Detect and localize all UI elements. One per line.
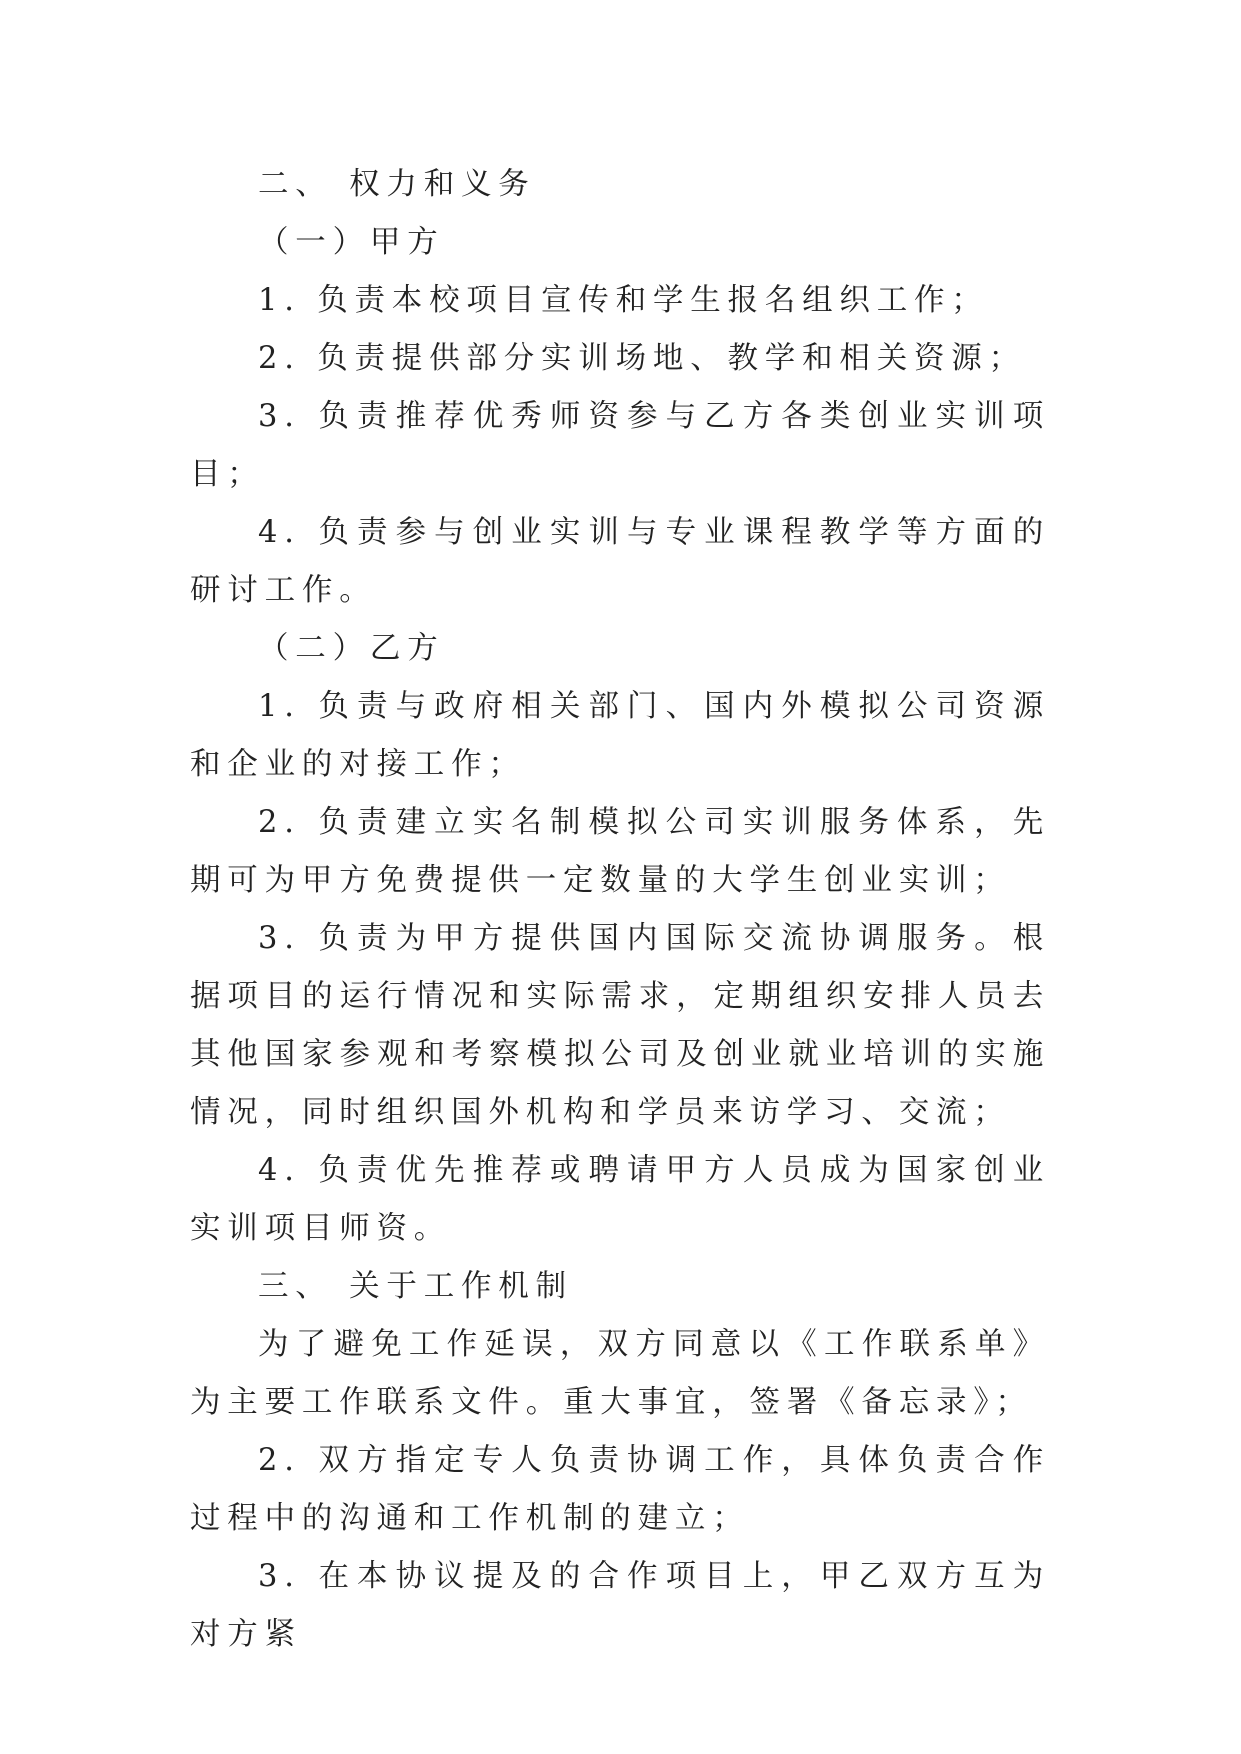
party-b-clause-3: 3. 负责为甲方提供国内国际交流协调服务。根据项目的运行情况和实际需求，定期组织安排人员去其他国家参观和考察模拟公司及创业就业培训的实施情况，同时组织国外机构和学员来访学习、交流； bbox=[190, 921, 1050, 1130]
party-a-clause-2: 2. 负责提供部分实训场地、教学和相关资源； bbox=[258, 341, 1026, 376]
party-a-clause-4: 4. 负责参与创业实训与专业课程教学等方面的研讨工作。 bbox=[190, 515, 1050, 608]
document-body bbox=[190, 156, 1050, 1664]
work-mechanism-clause-2: 2. 双方指定专人负责协调工作，具体负责合作过程中的沟通和工作机制的建立； bbox=[190, 1443, 1050, 1536]
party-a-clause-3: 3. 负责推荐优秀师资参与乙方各类创业实训项目； bbox=[190, 399, 1050, 492]
section-heading-work-mechanism: 三、 关于工作机制 bbox=[258, 1269, 573, 1304]
subsection-heading-party-b: （二）乙方 bbox=[258, 631, 445, 666]
work-mechanism-clause-1: 为了避免工作延误，双方同意以《工作联系单》为主要工作联系文件。重大事宜，签署《备忘录》； bbox=[190, 1327, 1050, 1420]
party-a-clause-1: 1. 负责本校项目宣传和学生报名组织工作； bbox=[258, 283, 989, 318]
section-heading-rights-obligations: 二、 权力和义务 bbox=[258, 167, 536, 202]
work-mechanism-clause-3: 3. 在本协议提及的合作项目上，甲乙双方互为对方紧 bbox=[190, 1559, 1050, 1652]
party-b-clause-1: 1. 负责与政府相关部门、国内外模拟公司资源和企业的对接工作； bbox=[190, 689, 1050, 782]
party-b-clause-4: 4. 负责优先推荐或聘请甲方人员成为国家创业实训项目师资。 bbox=[190, 1153, 1050, 1246]
party-b-clause-2: 2. 负责建立实名制模拟公司实训服务体系，先期可为甲方免费提供一定数量的大学生创业实训； bbox=[190, 805, 1050, 898]
subsection-heading-party-a: （一）甲方 bbox=[258, 225, 445, 260]
